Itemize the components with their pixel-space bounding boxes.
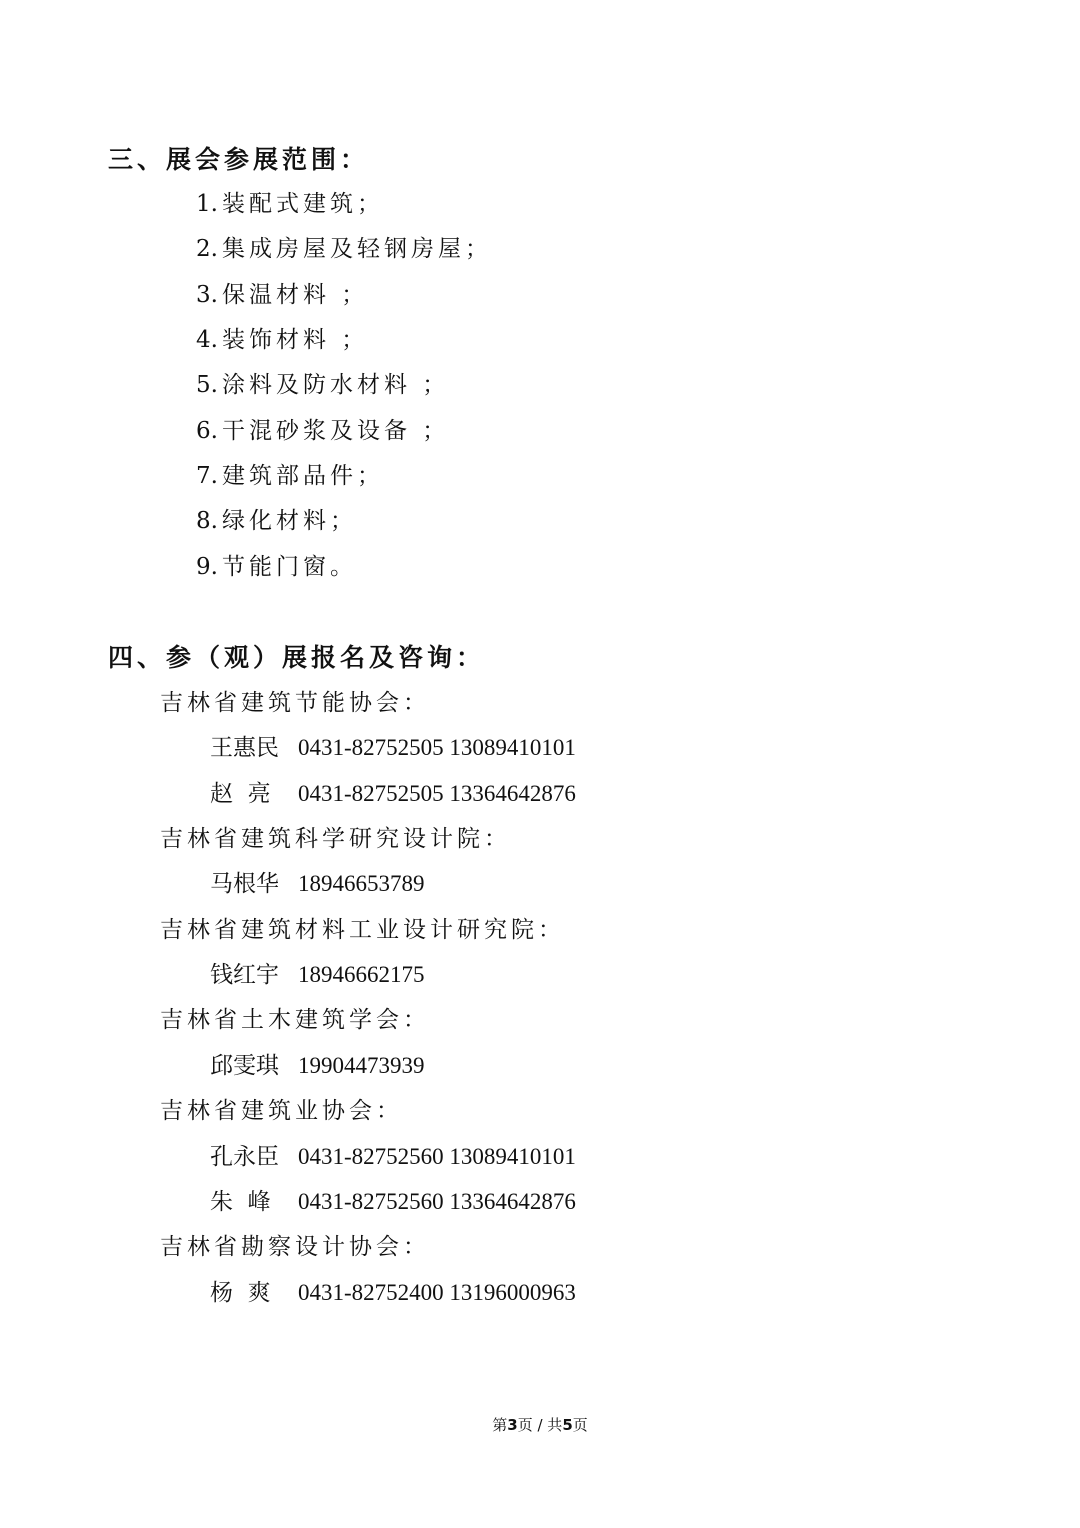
range-item-9 <box>196 550 357 584</box>
org-name: 吉林省勘察设计协会： <box>160 1234 430 1260</box>
range-item-number: 2. <box>196 236 218 262</box>
range-item-7 <box>196 459 384 493</box>
footer-total-prefix: 共 <box>547 1416 563 1434</box>
contact-name: 钱红宇 <box>210 962 279 988</box>
range-item-number: 8. <box>196 508 218 534</box>
page-footer <box>0 1414 1080 1436</box>
contact-row <box>210 867 425 901</box>
contact-name: 朱 峰 <box>210 1189 271 1215</box>
contact-name: 孔永臣 <box>210 1144 279 1170</box>
org-name: 吉林省建筑科学研究设计院： <box>160 826 511 852</box>
contact-name: 赵 亮 <box>210 781 271 807</box>
range-item-text: 保温材料 ； <box>221 282 369 308</box>
range-item-4 <box>196 323 368 357</box>
range-item-1 <box>196 187 384 221</box>
contact-row <box>210 777 576 811</box>
footer-prefix: 第 <box>492 1416 508 1434</box>
contact-phones: 18946653789 <box>298 871 425 896</box>
range-item-text: 装饰材料 ； <box>221 327 369 353</box>
range-item-number: 9. <box>196 554 218 580</box>
contact-phones: 18946662175 <box>298 962 425 987</box>
contact-phones: 0431-82752505 13089410101 <box>298 735 576 760</box>
org-name: 吉林省建筑业协会： <box>160 1098 403 1124</box>
contact-phones: 19904473939 <box>298 1053 425 1078</box>
contact-name: 杨 爽 <box>210 1280 271 1306</box>
range-item-text: 装配式建筑； <box>221 191 384 217</box>
org-name: 吉林省土木建筑学会： <box>160 1007 430 1033</box>
contact-row <box>210 731 576 765</box>
contact-name: 王惠民 <box>210 735 279 761</box>
range-item-text: 建筑部品件； <box>221 463 384 489</box>
range-item-5 <box>196 368 449 402</box>
contact-name: 邱雯琪 <box>210 1053 279 1079</box>
footer-separator: / <box>532 1416 548 1434</box>
footer-page-unit: 页 <box>517 1416 533 1434</box>
range-item-number: 1. <box>196 191 218 217</box>
range-item-number: 7. <box>196 463 218 489</box>
range-item-6 <box>196 414 449 448</box>
footer-total-unit: 页 <box>572 1416 588 1434</box>
contact-row <box>210 958 425 992</box>
range-item-3 <box>196 278 368 312</box>
contact-row <box>210 1185 576 1219</box>
footer-total-pages: 5 <box>562 1416 573 1434</box>
range-item-number: 5. <box>196 372 218 398</box>
range-item-text: 绿化材料； <box>221 508 357 534</box>
contact-row <box>210 1276 576 1310</box>
org-name: 吉林省建筑材料工业设计研究院： <box>160 917 565 943</box>
section4-heading: 四、参（观）展报名及咨询： <box>108 643 486 672</box>
org-name: 吉林省建筑节能协会： <box>160 690 430 716</box>
range-item-text: 集成房屋及轻钢房屋； <box>221 236 492 262</box>
contact-row <box>210 1140 576 1174</box>
contact-phones: 0431-82752505 13364642876 <box>298 781 576 806</box>
contact-name: 马根华 <box>210 871 279 897</box>
contact-phones: 0431-82752560 13364642876 <box>298 1189 576 1214</box>
contact-phones: 0431-82752560 13089410101 <box>298 1144 576 1169</box>
contact-phones: 0431-82752400 13196000963 <box>298 1280 576 1305</box>
range-item-number: 3. <box>196 282 218 308</box>
section3-heading: 三、展会参展范围： <box>108 145 370 174</box>
range-item-2 <box>196 232 492 266</box>
range-item-number: 6. <box>196 418 218 444</box>
footer-current-page: 3 <box>507 1416 518 1434</box>
range-item-8 <box>196 504 357 538</box>
contact-row <box>210 1049 425 1083</box>
range-item-number: 4. <box>196 327 218 353</box>
range-item-text: 涂料及防水材料 ； <box>221 372 450 398</box>
range-item-text: 节能门窗。 <box>221 554 357 580</box>
range-item-text: 干混砂浆及设备 ； <box>221 418 450 444</box>
